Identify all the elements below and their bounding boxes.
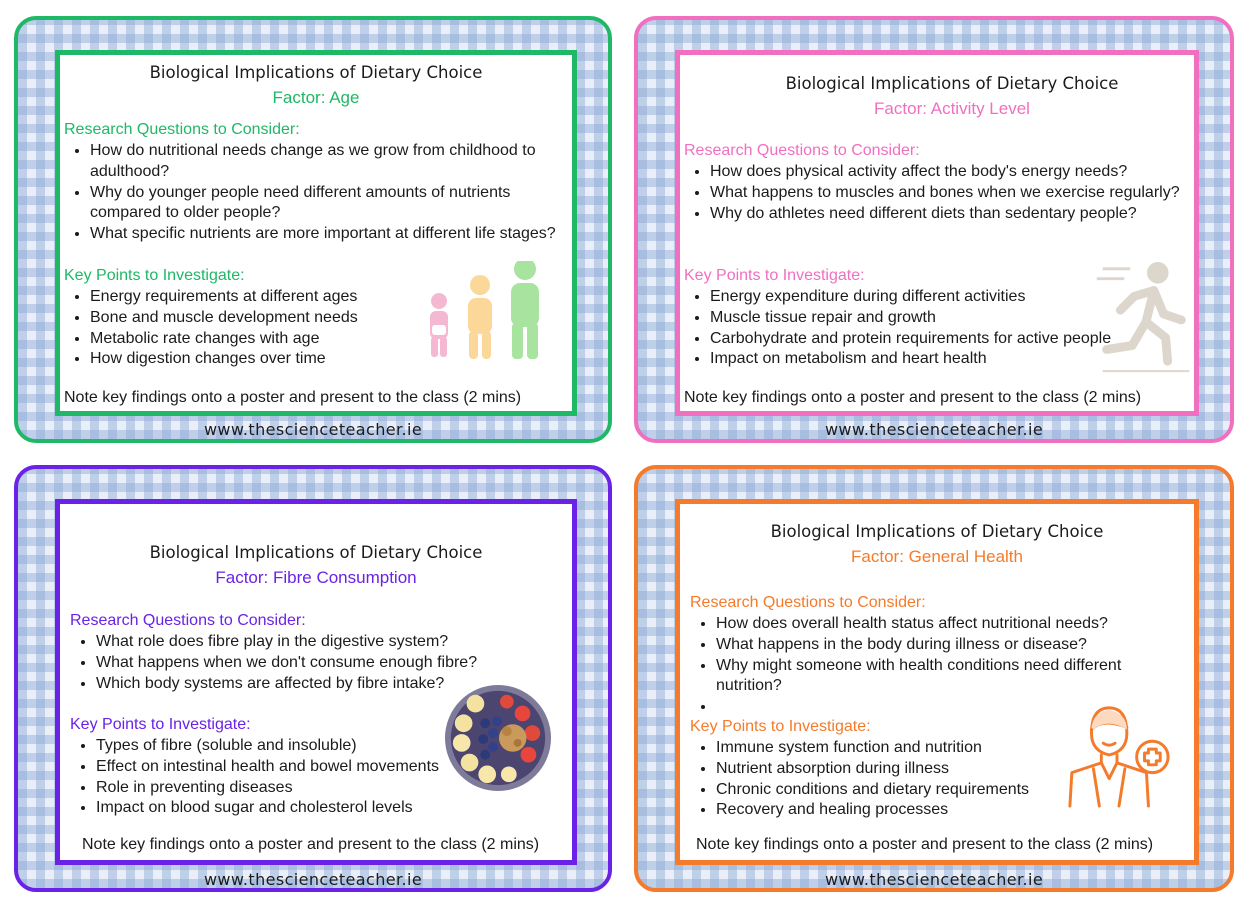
key-item: • Energy requirements at different ages [90, 287, 430, 308]
key-list [70, 736, 576, 819]
key-heading: Key Points to Investigate: [64, 267, 245, 284]
site-url: www.thescienceteacher.ie [203, 420, 423, 439]
research-heading: Research Questions to Consider: [690, 594, 926, 611]
key-list [684, 287, 1210, 370]
research-heading: Research Questions to Consider: [70, 612, 306, 629]
research-item: • How does physical activity affect the body's energy needs? [710, 162, 1190, 183]
research-list [64, 141, 566, 245]
key-item: • Immune system function and nutrition [716, 738, 1076, 759]
key-list [690, 738, 1076, 821]
key-heading: Key Points to Investigate: [684, 267, 865, 284]
key-item: • Effect on intestinal health and bowel movements [96, 757, 576, 778]
key-heading: Key Points to Investigate: [70, 716, 251, 733]
card-title: Biological Implications of Dietary Choice [149, 543, 483, 562]
key-item: • How digestion changes over time [90, 349, 430, 370]
key-item: • Carbohydrate and protein requirements for active people [710, 329, 1210, 350]
key-item: • Role in preventing diseases [96, 778, 576, 799]
growth-figures-icon [422, 261, 552, 361]
research-list [684, 162, 1190, 224]
key-item: • Muscle tissue repair and growth [710, 308, 1210, 329]
doctor-icon [1064, 700, 1172, 808]
card-health [634, 465, 1234, 892]
research-heading: Research Questions to Consider: [64, 121, 300, 138]
key-item: • Impact on blood sugar and cholesterol levels [96, 798, 576, 819]
card-note: Note key findings onto a poster and present to the class (2 mins) [64, 389, 522, 406]
card-age-panel [55, 50, 577, 416]
research-item: • Why do younger people need different amounts of nutrients compared to older people? [90, 183, 566, 225]
card-factor: Factor: Activity Level [874, 99, 1030, 118]
research-item: • Why might someone with health conditions need different nutrition? [716, 656, 1176, 698]
card-health-panel [675, 499, 1199, 865]
key-item: • Metabolic rate changes with age [90, 329, 430, 350]
research-item: • What role does fibre play in the digestive system? [96, 632, 576, 653]
key-item: • Impact on metabolism and heart health [710, 349, 1210, 370]
key-item: • Bone and muscle development needs [90, 308, 430, 329]
research-item: • Which body systems are affected by fibre intake? [96, 674, 576, 695]
key-item: • Recovery and healing processes [716, 800, 1076, 821]
card-age [14, 16, 612, 443]
research-item: • What happens to muscles and bones when we exercise regularly? [710, 183, 1190, 204]
site-url: www.thescienceteacher.ie [203, 870, 423, 889]
card-note: Note key findings onto a poster and present to the class (2 mins) [696, 836, 1154, 853]
research-item: • How do nutritional needs change as we grow from childhood to adulthood? [90, 141, 566, 183]
research-item: • How does overall health status affect nutritional needs? [716, 614, 1176, 635]
research-item: • What happens when we don't consume enough fibre? [96, 653, 576, 674]
card-fibre [14, 465, 612, 892]
card-factor: Factor: General Health [851, 547, 1023, 566]
card-factor: Factor: Age [272, 88, 360, 107]
research-item: • What specific nutrients are more important at different life stages? [90, 224, 566, 245]
card-factor: Factor: Fibre Consumption [215, 568, 417, 587]
card-title: Biological Implications of Dietary Choice [770, 522, 1104, 541]
card-title: Biological Implications of Dietary Choice [785, 74, 1119, 93]
card-activity-panel [675, 50, 1199, 416]
key-list [64, 287, 430, 370]
research-item: • Why do athletes need different diets than sedentary people? [710, 204, 1190, 225]
card-title: Biological Implications of Dietary Choice [149, 63, 483, 82]
card-note: Note key findings onto a poster and present to the class (2 mins) [82, 836, 540, 853]
card-note: Note key findings onto a poster and present to the class (2 mins) [684, 389, 1142, 406]
card-activity [634, 16, 1234, 443]
key-item: • Chronic conditions and dietary requirements [716, 780, 1076, 801]
research-heading: Research Questions to Consider: [684, 142, 920, 159]
card-fibre-panel [55, 499, 577, 865]
key-item: • Types of fibre (soluble and insoluble) [96, 736, 576, 757]
key-item: • Nutrient absorption during illness [716, 759, 1076, 780]
key-item: • Energy expenditure during different activities [710, 287, 1210, 308]
key-heading: Key Points to Investigate: [690, 718, 871, 735]
site-url: www.thescienceteacher.ie [824, 870, 1044, 889]
site-url: www.thescienceteacher.ie [824, 420, 1044, 439]
research-item: • What happens in the body during illness or disease? [716, 635, 1176, 656]
